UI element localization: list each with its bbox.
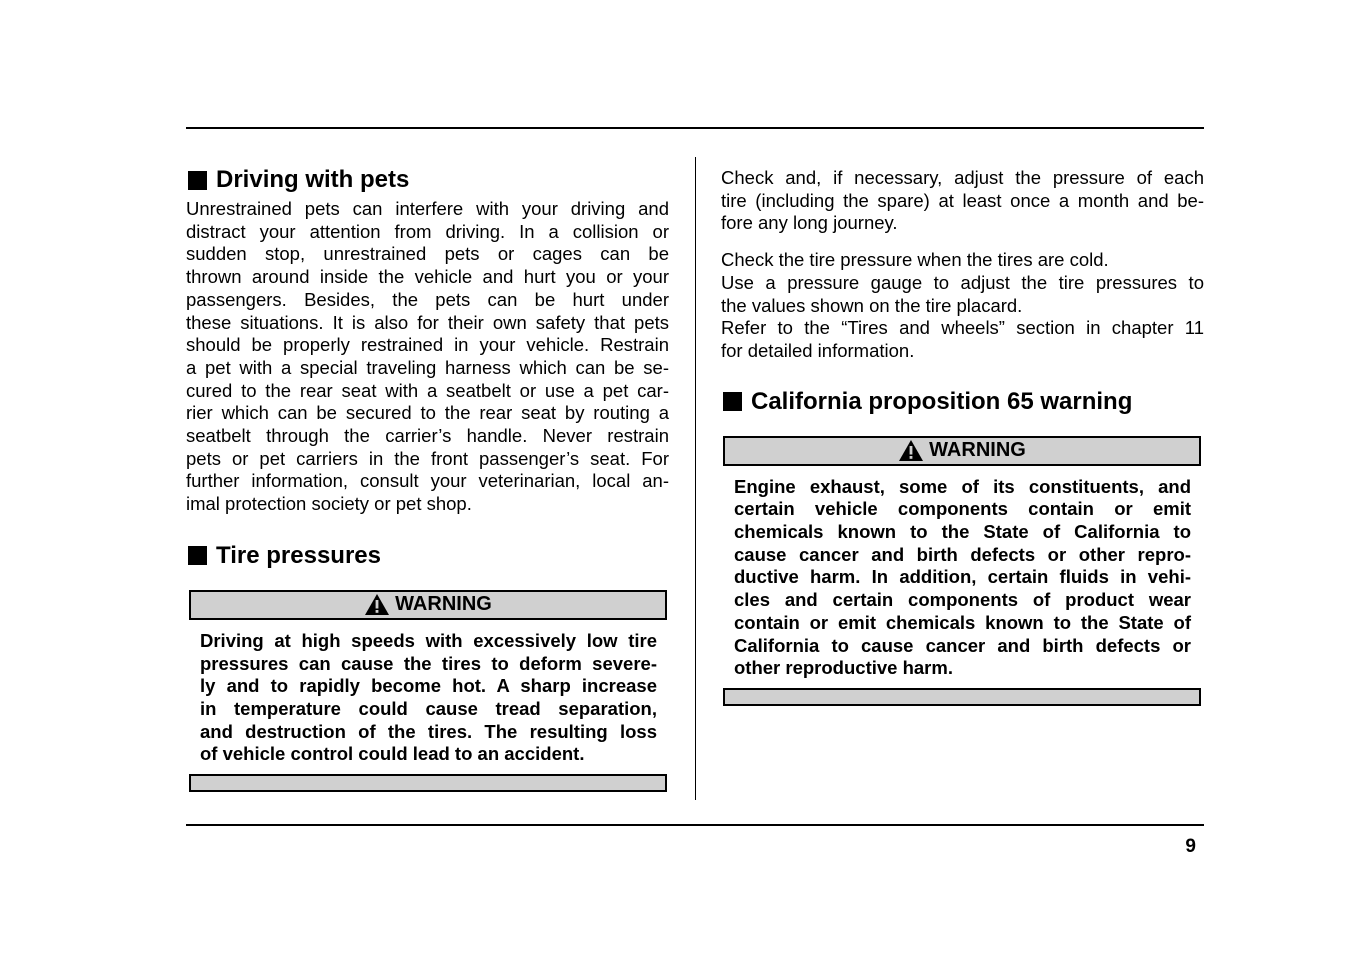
text-line: for detailed information. xyxy=(721,339,915,361)
warning-line: Engine exhaust, some of its constituents, and xyxy=(734,475,1191,497)
tire-warning-box xyxy=(189,590,667,792)
text-line: should be properly restrained in your vehicle. Restrain xyxy=(186,334,669,356)
warning-label: WARNING xyxy=(929,439,1026,462)
warning-line: and destruction of the tires. The resulting loss xyxy=(200,720,657,742)
text-line: imal protection society or pet shop. xyxy=(186,493,472,515)
text-line: a pet with a special traveling harness which can be se- xyxy=(186,356,669,378)
california-warning-text xyxy=(723,466,1201,688)
warning-triangle-icon xyxy=(898,439,924,462)
top-rule xyxy=(186,127,1204,129)
square-bullet-icon xyxy=(188,546,207,565)
text-line: distract your attention from driving. In a collision or xyxy=(186,220,669,242)
warning-triangle-icon xyxy=(364,593,390,616)
text-line: seatbelt through the carrier’s handle. Never restrain xyxy=(186,425,669,447)
section-heading-california xyxy=(721,388,1204,416)
right-column xyxy=(721,166,1204,706)
column-divider xyxy=(695,157,696,800)
text-line: Refer to the “Tires and wheels” section in chapter 11 xyxy=(721,317,1204,339)
text-line: the values shown on the tire placard. xyxy=(721,294,1023,316)
warning-header xyxy=(723,436,1201,466)
warning-line: chemicals known to the State of California to xyxy=(734,521,1191,543)
warning-line: of vehicle control could lead to an accident. xyxy=(200,743,585,765)
text-line: sudden stop, unrestrained pets or cages can be xyxy=(186,243,669,265)
warning-line: ly and to rapidly become hot. A sharp increase xyxy=(200,675,657,697)
warning-line: California to cause cancer and birth defects or xyxy=(734,634,1191,656)
square-bullet-icon xyxy=(723,392,742,411)
warning-footer-bar xyxy=(723,688,1201,706)
text-line: rier which can be secured to the rear seat by routing a xyxy=(186,402,669,424)
warning-line: cause cancer and birth defects or other repro- xyxy=(734,543,1191,565)
text-line: these situations. It is also for their own safety that pets xyxy=(186,311,669,333)
text-line: Check and, if necessary, adjust the pressure of each xyxy=(721,167,1204,188)
page-number: 9 xyxy=(1185,836,1196,857)
heading-text: Driving with pets xyxy=(216,166,410,193)
tire-warning-text xyxy=(189,620,667,774)
text-line: Use a pressure gauge to adjust the tire pressures to xyxy=(721,271,1204,293)
section-heading-pets xyxy=(186,166,669,194)
warning-line: other reproductive harm. xyxy=(734,657,953,679)
text-line: cured to the rear seat with a seatbelt or use a pet car- xyxy=(186,379,669,401)
heading-text: Tire pressures xyxy=(216,541,381,569)
warning-line: Driving at high speeds with excessively low tire xyxy=(200,629,657,651)
text-line: passengers. Besides, the pets can be hurt under xyxy=(186,288,669,310)
square-bullet-icon xyxy=(188,171,207,190)
warning-line: certain vehicle components contain or emit xyxy=(734,498,1191,520)
section-heading-tires xyxy=(186,542,669,570)
california-warning-box xyxy=(723,436,1201,706)
text-line: Unrestrained pets can interfere with your driving and xyxy=(186,198,669,219)
warning-header xyxy=(189,590,667,620)
text-line: tire (including the spare) at least once a month and be- xyxy=(721,189,1204,211)
warning-footer-bar xyxy=(189,774,667,792)
text-line: fore any long journey. xyxy=(721,212,898,234)
text-line: further information, consult your veterinarian, local an- xyxy=(186,470,669,492)
left-column xyxy=(186,166,669,792)
warning-label: WARNING xyxy=(395,593,492,616)
text-line: thrown around inside the vehicle and hurt you or your xyxy=(186,266,669,288)
warning-line: cles and certain components of product wear xyxy=(734,589,1191,611)
tire-check-paragraph xyxy=(721,167,1204,235)
pets-paragraph xyxy=(186,198,669,516)
bottom-rule xyxy=(186,824,1204,826)
warning-line: pressures can cause the tires to deform severe- xyxy=(200,652,657,674)
text-line: pets or pet carriers in the front passenger’s seat. For xyxy=(186,447,669,469)
tire-pressure-paragraph xyxy=(721,249,1204,363)
heading-text: California proposition 65 warning xyxy=(751,387,1133,415)
warning-line: in temperature could cause tread separation, xyxy=(200,697,657,719)
warning-line: contain or emit chemicals known to the State of xyxy=(734,611,1191,633)
text-line: Check the tire pressure when the tires are cold. xyxy=(721,249,1109,271)
warning-line: ductive harm. In addition, certain fluids in vehi- xyxy=(734,566,1191,588)
